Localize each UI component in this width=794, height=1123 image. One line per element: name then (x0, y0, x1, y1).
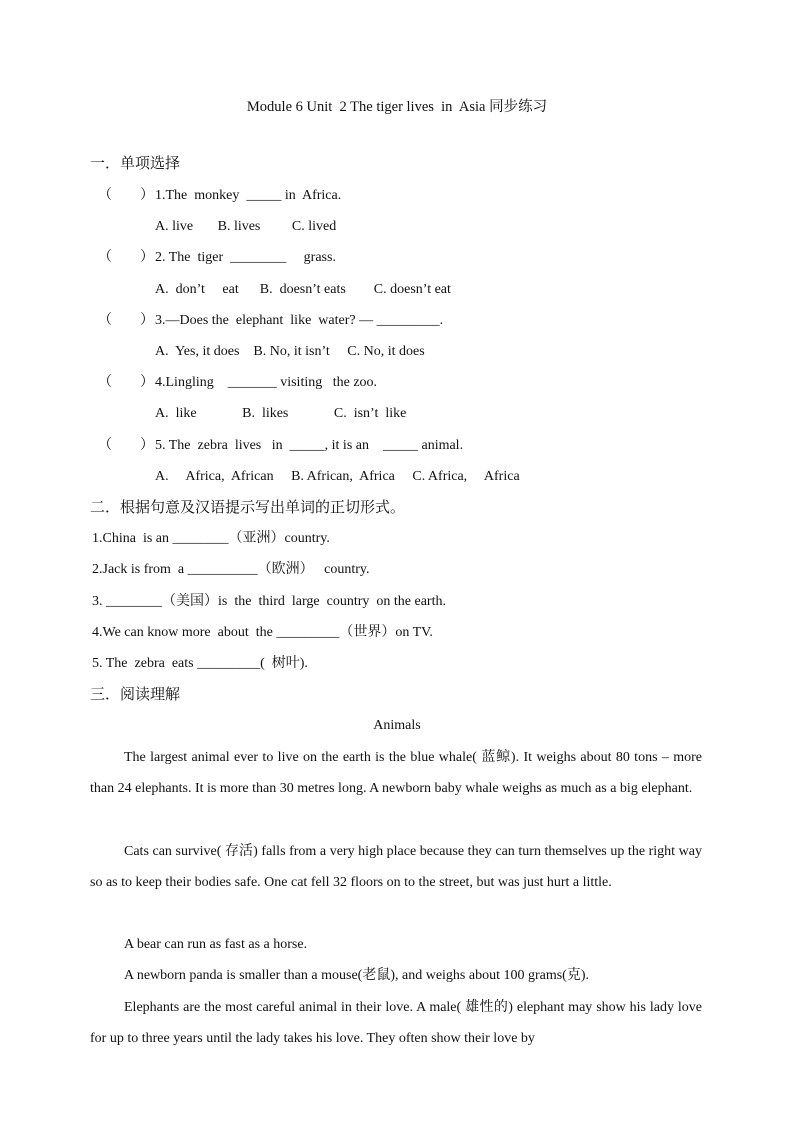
question-2: 2. The tiger ________ grass. (155, 250, 336, 265)
fill-item-3: 3. ________（美国）is the third large country on the earth. (92, 594, 446, 609)
answer-paren-1: （ ） (98, 188, 154, 203)
passage-paragraph-1: The largest animal ever to live on the earth is the blue whale( 蓝鲸). It weighs about 80 tons – more than 24 elephants. It is more than 30 metres long. A newborn baby whale weighs as much as a big elephant. (90, 750, 702, 796)
answer-paren-5: （ ） (98, 438, 154, 453)
section-1-heading: 一．单项选择 (90, 156, 181, 172)
page-title: Module 6 Unit 2 The tiger lives in Asia 同步练习 (246, 99, 548, 115)
fill-item-4: 4.We can know more about the _________（世界）on TV. (92, 625, 433, 640)
fill-item-1: 1.China is an ________（亚洲）country. (92, 531, 330, 546)
question-4-options: A. like B. likes C. isn’t like (155, 406, 407, 421)
fill-item-2: 2.Jack is from a __________（欧洲） country. (92, 562, 370, 577)
answer-paren-3: （ ） (98, 313, 154, 328)
fill-item-5: 5. The zebra eats _________( 树叶). (92, 656, 308, 671)
passage-paragraph-5: Elephants are the most careful animal in their love. A male( 雄性的) elephant may show his lady love for up to three years until the lady takes his love. They often show their love by (90, 1000, 702, 1046)
question-1-options: A. live B. lives C. lived (155, 219, 337, 234)
section-3-heading: 三．阅读理解 (90, 687, 181, 703)
question-2-options: A. don’t eat B. doesn’t eats C. doesn’t eat (155, 282, 451, 297)
section-2-heading: 二．根据句意及汉语提示写出单词的正切形式。 (90, 500, 406, 516)
passage-paragraph-2: Cats can survive( 存活) falls from a very high place because they can turn themselves up the right way so as to keep their bodies safe. One cat fell 32 floors on to the street, but was just hurt a little. (90, 844, 702, 890)
question-3-options: A. Yes, it does B. No, it isn’t C. No, it does (155, 344, 425, 359)
question-1: 1.The monkey _____ in Africa. (155, 188, 342, 203)
question-5: 5. The zebra lives in _____, it is an _____ animal. (155, 438, 464, 453)
question-3: 3.—Does the elephant like water? — _________. (155, 313, 444, 328)
passage-paragraph-4: A newborn panda is smaller than a mouse(老鼠), and weighs about 100 grams(克). (124, 968, 590, 983)
question-5-options: A. Africa, African B. African, Africa C. Africa, Africa (155, 469, 520, 484)
question-4: 4.Lingling _______ visiting the zoo. (155, 375, 378, 390)
passage-paragraph-3: A bear can run as fast as a horse. (124, 937, 308, 952)
answer-paren-4: （ ） (98, 375, 154, 390)
answer-paren-2: （ ） (98, 250, 154, 265)
passage-title: Animals (373, 718, 421, 733)
